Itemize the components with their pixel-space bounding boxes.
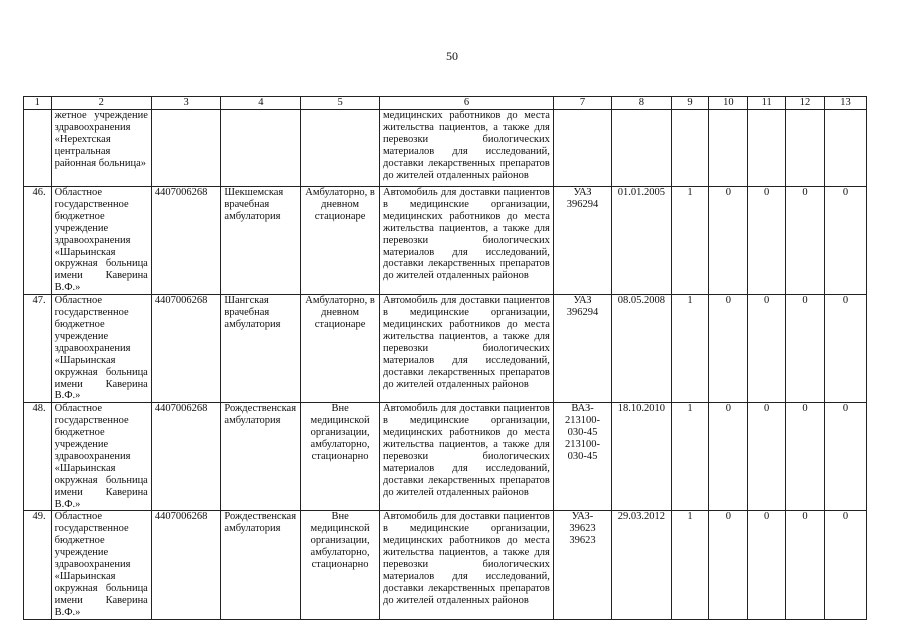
- vehicle-cell: УАЗ 396294: [553, 187, 611, 295]
- column-header: 4: [221, 97, 301, 110]
- vehicle-cell: ВАЗ- 213100- 030-45 213100- 030-45: [553, 403, 611, 511]
- vehicle-cell: УАЗ 396294: [553, 295, 611, 403]
- inn-cell: 4407006268: [151, 403, 221, 511]
- column-header: 10: [709, 97, 748, 110]
- row-number-cell: 49.: [24, 511, 52, 619]
- inn-cell: 4407006268: [151, 187, 221, 295]
- organization-cell: Областное государственное бюджетное учреждение здравоохранения «Шарьинская окружная больница имени Каверина В.Ф.»: [51, 187, 151, 295]
- date-cell: 18.10.2010: [612, 403, 671, 511]
- count-cell: [786, 110, 825, 187]
- conditions-cell: Вне медицинской организации, амбулаторно, стационарно: [301, 403, 380, 511]
- continuation-row: [24, 110, 867, 187]
- count-cell: 0: [786, 187, 825, 295]
- count-cell: [671, 110, 709, 187]
- conditions-cell: Амбулаторно, в дневном стационаре: [301, 187, 380, 295]
- date-cell: 08.05.2008: [612, 295, 671, 403]
- count-cell: 0: [748, 187, 786, 295]
- description-cell: Автомобиль для доставки пациентов в медицинские организации, медицинских работников до места жительства пациентов, а также для перевозки биологических материалов для исследований, доставки лекарственных препаратов до жителей отдаленных районов: [379, 295, 553, 403]
- count-cell: [709, 110, 748, 187]
- row-number-cell: [24, 110, 52, 187]
- count-cell: [748, 110, 786, 187]
- conditions-cell: Амбулаторно, в дневном стационаре: [301, 295, 380, 403]
- description-cell: медицинских работников до места жительства пациентов, а также для перевозки биологических материалов для исследований, доставки лекарственных препаратов до жителей отдаленных районов: [379, 110, 553, 187]
- count-cell: 1: [671, 511, 709, 619]
- unit-cell: Рождественская амбулатория: [221, 511, 301, 619]
- count-cell: 0: [786, 403, 825, 511]
- table-row: [24, 403, 867, 511]
- count-cell: 1: [671, 187, 709, 295]
- organization-cell: жетное учреждение здравоохранения «Нерехтская центральная районная больница»: [51, 110, 151, 187]
- column-header: 8: [612, 97, 671, 110]
- organization-cell: Областное государственное бюджетное учреждение здравоохранения «Шарьинская окружная больница имени Каверина В.Ф.»: [51, 295, 151, 403]
- count-cell: 0: [748, 511, 786, 619]
- count-cell: 0: [709, 403, 748, 511]
- count-cell: 0: [709, 511, 748, 619]
- organization-cell: Областное государственное бюджетное учреждение здравоохранения «Шарьинская окружная больница имени Каверина В.Ф.»: [51, 403, 151, 511]
- inn-cell: [151, 110, 221, 187]
- column-header: 12: [786, 97, 825, 110]
- row-number-cell: 46.: [24, 187, 52, 295]
- unit-cell: Рождественская амбулатория: [221, 403, 301, 511]
- row-number-cell: 47.: [24, 295, 52, 403]
- count-cell: 0: [748, 295, 786, 403]
- column-header: 7: [553, 97, 611, 110]
- unit-cell: Шекшемская врачебная амбулатория: [221, 187, 301, 295]
- column-header: 1: [24, 97, 52, 110]
- count-cell: [824, 110, 866, 187]
- inn-cell: 4407006268: [151, 295, 221, 403]
- count-cell: 1: [671, 295, 709, 403]
- vehicle-cell: УАЗ- 39623 39623: [553, 511, 611, 619]
- description-cell: Автомобиль для доставки пациентов в медицинские организации, медицинских работников до места жительства пациентов, а также для перевозки биологических материалов для исследований, доставки лекарственных препаратов до жителей отдаленных районов: [379, 511, 553, 619]
- vehicles-table: [23, 96, 867, 620]
- date-cell: 29.03.2012: [612, 511, 671, 619]
- column-header: 3: [151, 97, 221, 110]
- column-header: 13: [824, 97, 866, 110]
- organization-cell: Областное государственное бюджетное учреждение здравоохранения «Шарьинская окружная больница имени Каверина В.Ф.»: [51, 511, 151, 619]
- column-header: 9: [671, 97, 709, 110]
- count-cell: 0: [709, 295, 748, 403]
- count-cell: 0: [786, 511, 825, 619]
- count-cell: 0: [824, 187, 866, 295]
- unit-cell: [221, 110, 301, 187]
- count-cell: 0: [748, 403, 786, 511]
- vehicle-cell: [553, 110, 611, 187]
- count-cell: 1: [671, 403, 709, 511]
- row-number-cell: 48.: [24, 403, 52, 511]
- date-cell: 01.01.2005: [612, 187, 671, 295]
- table-row: [24, 187, 867, 295]
- column-header: 2: [51, 97, 151, 110]
- column-number-row: [24, 97, 867, 110]
- count-cell: 0: [824, 403, 866, 511]
- page-number: 50: [446, 49, 458, 63]
- table-row: [24, 295, 867, 403]
- table-row: [24, 511, 867, 619]
- conditions-cell: [301, 110, 380, 187]
- description-cell: Автомобиль для доставки пациентов в медицинские организации, медицинских работников до места жительства пациентов, а также для перевозки биологических материалов для исследований, доставки лекарственных препаратов до жителей отдаленных районов: [379, 187, 553, 295]
- inn-cell: 4407006268: [151, 511, 221, 619]
- count-cell: 0: [824, 511, 866, 619]
- conditions-cell: Вне медицинской организации, амбулаторно, стационарно: [301, 511, 380, 619]
- unit-cell: Шангская врачебная амбулатория: [221, 295, 301, 403]
- column-header: 11: [748, 97, 786, 110]
- date-cell: [612, 110, 671, 187]
- column-header: 5: [301, 97, 380, 110]
- description-cell: Автомобиль для доставки пациентов в медицинские организации, медицинских работников до места жительства пациентов, а также для перевозки биологических материалов для исследований, доставки лекарственных препаратов до жителей отдаленных районов: [379, 403, 553, 511]
- count-cell: 0: [786, 295, 825, 403]
- count-cell: 0: [709, 187, 748, 295]
- count-cell: 0: [824, 295, 866, 403]
- column-header: 6: [379, 97, 553, 110]
